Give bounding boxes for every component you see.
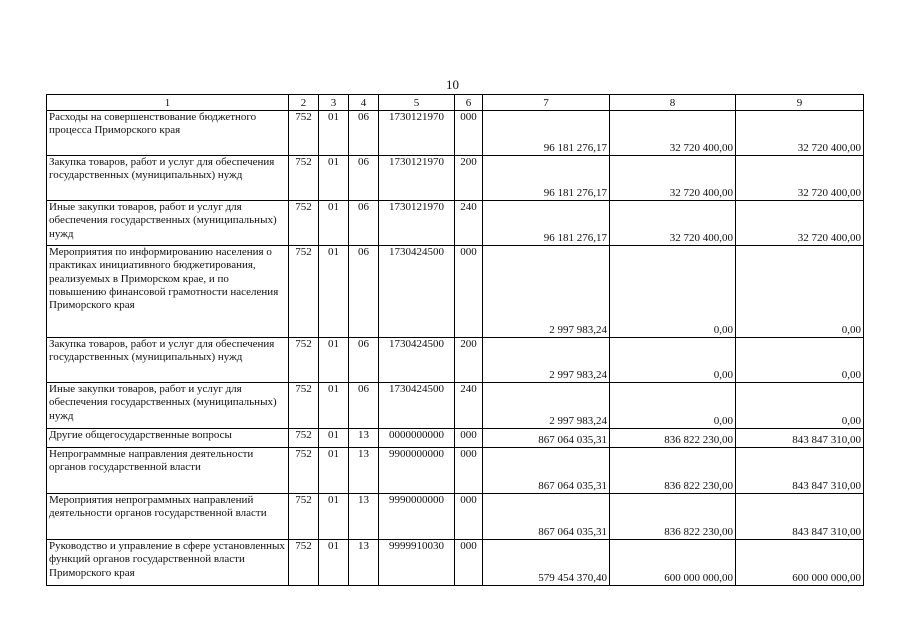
row-name: Закупка товаров, работ и услуг для обеспечения государственных (муниципальных) нужд: [47, 338, 289, 383]
expense-type-code: 000: [455, 111, 483, 156]
subsection-code: 06: [349, 201, 379, 246]
amount-col9: 843 847 310,00: [736, 494, 864, 540]
row-name: Расходы на совершенствование бюджетного процесса Приморского края: [47, 111, 289, 156]
section-code: 01: [319, 246, 349, 338]
amount-col7: 2 997 983,24: [483, 383, 610, 429]
amount-col9: 0,00: [736, 383, 864, 429]
amount-col9: 600 000 000,00: [736, 540, 864, 586]
column-header: 6: [455, 95, 483, 111]
column-header: 4: [349, 95, 379, 111]
section-code: 01: [319, 338, 349, 383]
column-header: 2: [289, 95, 319, 111]
row-name: Иные закупки товаров, работ и услуг для обеспечения государственных (муниципальных) нужд: [47, 383, 289, 429]
column-header: 7: [483, 95, 610, 111]
grbs-code: 752: [289, 201, 319, 246]
grbs-code: 752: [289, 494, 319, 540]
amount-col8: 836 822 230,00: [610, 494, 736, 540]
table-row: [47, 156, 864, 201]
header-row: [47, 95, 864, 111]
column-header: 9: [736, 95, 864, 111]
amount-col8: 32 720 400,00: [610, 201, 736, 246]
target-article-code: 1730121970: [379, 201, 455, 246]
table-row: [47, 494, 864, 540]
table-row: [47, 383, 864, 429]
expense-type-code: 240: [455, 383, 483, 429]
section-code: 01: [319, 156, 349, 201]
amount-col9: 843 847 310,00: [736, 448, 864, 494]
section-code: 01: [319, 540, 349, 586]
expense-type-code: 200: [455, 338, 483, 383]
subsection-code: 13: [349, 448, 379, 494]
target-article-code: 1730424500: [379, 383, 455, 429]
section-code: 01: [319, 383, 349, 429]
grbs-code: 752: [289, 338, 319, 383]
table-row: [47, 540, 864, 586]
amount-col7: 96 181 276,17: [483, 111, 610, 156]
amount-col7: 867 064 035,31: [483, 494, 610, 540]
amount-col8: 32 720 400,00: [610, 156, 736, 201]
amount-col9: 0,00: [736, 338, 864, 383]
amount-col7: 867 064 035,31: [483, 448, 610, 494]
column-header: 3: [319, 95, 349, 111]
section-code: 01: [319, 201, 349, 246]
subsection-code: 13: [349, 494, 379, 540]
column-header: 5: [379, 95, 455, 111]
subsection-code: 13: [349, 540, 379, 586]
expense-type-code: 000: [455, 246, 483, 338]
amount-col8: 0,00: [610, 338, 736, 383]
amount-col7: 2 997 983,24: [483, 338, 610, 383]
row-name: Иные закупки товаров, работ и услуг для обеспечения государственных (муниципальных) нужд: [47, 201, 289, 246]
table-row: [47, 201, 864, 246]
amount-col9: 32 720 400,00: [736, 201, 864, 246]
grbs-code: 752: [289, 156, 319, 201]
amount-col9: 32 720 400,00: [736, 111, 864, 156]
section-code: 01: [319, 494, 349, 540]
subsection-code: 06: [349, 111, 379, 156]
subsection-code: 06: [349, 338, 379, 383]
target-article-code: 9990000000: [379, 494, 455, 540]
grbs-code: 752: [289, 246, 319, 338]
subsection-code: 06: [349, 156, 379, 201]
subsection-code: 06: [349, 383, 379, 429]
expense-type-code: 000: [455, 494, 483, 540]
row-name: Закупка товаров, работ и услуг для обеспечения государственных (муниципальных) нужд: [47, 156, 289, 201]
amount-col9: 0,00: [736, 246, 864, 338]
amount-col7: 579 454 370,40: [483, 540, 610, 586]
target-article-code: 1730424500: [379, 246, 455, 338]
grbs-code: 752: [289, 111, 319, 156]
table-row: [47, 111, 864, 156]
amount-col8: 836 822 230,00: [610, 429, 736, 448]
amount-col8: 836 822 230,00: [610, 448, 736, 494]
amount-col8: 0,00: [610, 246, 736, 338]
budget-table: [46, 94, 864, 586]
row-name: Другие общегосударственные вопросы: [47, 429, 289, 448]
table-row: [47, 429, 864, 448]
page-number: 10: [446, 77, 459, 92]
target-article-code: 1730424500: [379, 338, 455, 383]
target-article-code: 9999910030: [379, 540, 455, 586]
amount-col9: 32 720 400,00: [736, 156, 864, 201]
target-article-code: 1730121970: [379, 111, 455, 156]
amount-col9: 843 847 310,00: [736, 429, 864, 448]
row-name: Руководство и управление в сфере установленных функций органов государственной власти Приморского края: [47, 540, 289, 586]
table-row: [47, 338, 864, 383]
grbs-code: 752: [289, 383, 319, 429]
grbs-code: 752: [289, 429, 319, 448]
column-header: 1: [47, 95, 289, 111]
row-name: Мероприятия по информированию населения о практиках инициативного бюджетирования, реализуемых в Приморском крае, и по повышению финансовой грамотности населения Приморского края: [47, 246, 289, 338]
section-code: 01: [319, 111, 349, 156]
subsection-code: 06: [349, 246, 379, 338]
amount-col8: 32 720 400,00: [610, 111, 736, 156]
section-code: 01: [319, 448, 349, 494]
expense-type-code: 240: [455, 201, 483, 246]
amount-col7: 96 181 276,17: [483, 201, 610, 246]
amount-col7: 2 997 983,24: [483, 246, 610, 338]
amount-col8: 0,00: [610, 383, 736, 429]
table-row: [47, 448, 864, 494]
amount-col7: 96 181 276,17: [483, 156, 610, 201]
table-row: [47, 246, 864, 338]
expense-type-code: 000: [455, 448, 483, 494]
amount-col7: 867 064 035,31: [483, 429, 610, 448]
grbs-code: 752: [289, 540, 319, 586]
target-article-code: 1730121970: [379, 156, 455, 201]
target-article-code: 0000000000: [379, 429, 455, 448]
section-code: 01: [319, 429, 349, 448]
subsection-code: 13: [349, 429, 379, 448]
column-header: 8: [610, 95, 736, 111]
expense-type-code: 000: [455, 540, 483, 586]
row-name: Непрограммные направления деятельности органов государственной власти: [47, 448, 289, 494]
grbs-code: 752: [289, 448, 319, 494]
target-article-code: 9900000000: [379, 448, 455, 494]
amount-col8: 600 000 000,00: [610, 540, 736, 586]
expense-type-code: 200: [455, 156, 483, 201]
expense-type-code: 000: [455, 429, 483, 448]
row-name: Мероприятия непрограммных направлений деятельности органов государственной власти: [47, 494, 289, 540]
